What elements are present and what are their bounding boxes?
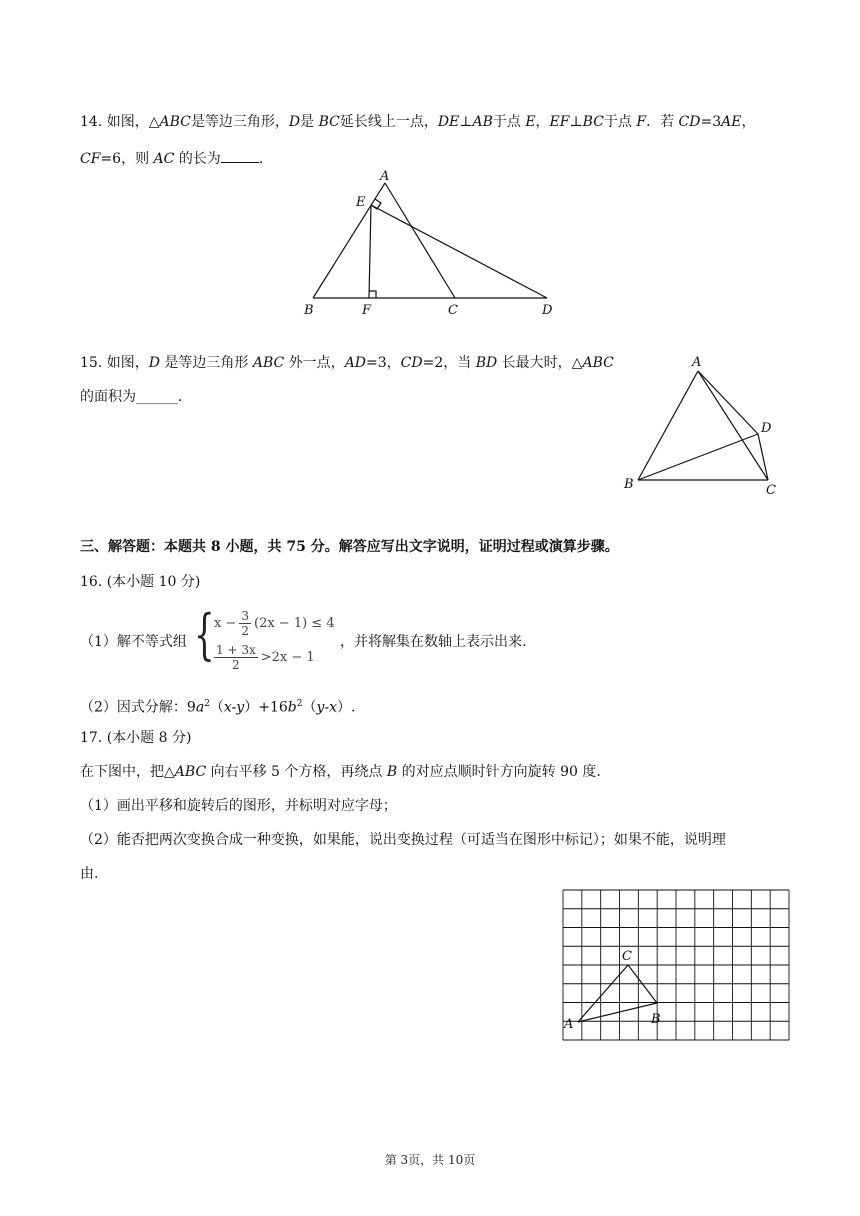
- label-a: A: [380, 169, 390, 184]
- section-title: 三、解答题：本题共 8 小题，共 75 分。解答应写出文字说明，证明过程或演算步骤。: [80, 539, 619, 555]
- segment-ad: [698, 371, 758, 434]
- label-d: D: [761, 421, 772, 436]
- segment-ed: [371, 205, 547, 298]
- q16-part2: （2）因式分解：$9a^2(x-y)+16b^2(y-x)$.: [80, 699, 356, 716]
- q14-line2: CF=6，则 AC 的长为 ．: [80, 148, 273, 169]
- label-d: D: [542, 303, 553, 318]
- segment-ac: [578, 965, 628, 1022]
- label-b: B: [624, 477, 634, 492]
- segment-ac: [698, 371, 768, 480]
- segment-ac: [385, 183, 455, 298]
- label-c: C: [622, 949, 632, 964]
- label-b: B: [651, 1012, 661, 1027]
- brace: {: [194, 603, 215, 666]
- label-a: A: [692, 355, 702, 370]
- q14-line1: 14. 如图，△ABC是等边三角形，D是 BC延长线上一点，DE⊥AB于点 E，EF⊥BC于点 F．若 CD=3AE，: [80, 114, 756, 130]
- q15-line2: 的面积为______．: [80, 389, 192, 405]
- q17-header: 17. (本小题 8 分): [80, 730, 192, 746]
- answer-blank: [221, 148, 259, 163]
- inequality-2: $\frac{1 + 3x}{2}$ >2x − 1: [216, 643, 315, 672]
- q14-figure: [300, 168, 560, 320]
- inequality-1: x − $\frac{3}{2}$ (2x − 1) ≤ 4: [214, 609, 335, 638]
- segment-ef: [369, 205, 371, 298]
- label-c: C: [766, 483, 776, 498]
- q16-part1-suffix: ，并将解集在数轴上表示出来.: [340, 634, 527, 650]
- label-a: A: [564, 1017, 574, 1032]
- segment-ab: [638, 371, 698, 480]
- segment-ab: [578, 1003, 657, 1022]
- q15-figure: [620, 352, 790, 498]
- label-b: B: [304, 303, 314, 318]
- q17-grid-figure: [556, 884, 796, 1046]
- q16-part1-prefix: （1）解不等式组: [80, 634, 187, 650]
- label-c: C: [448, 303, 458, 318]
- label-f: F: [362, 303, 372, 318]
- q17-part2-line2: 由.: [80, 866, 99, 882]
- right-angle-f: [369, 291, 376, 298]
- segment-ba: [313, 183, 385, 298]
- q17-part2-line1: （2）能否把两次变换合成一种变换，如果能，说出变换过程（可适当在图形中标记）；如果不能，说明理: [80, 832, 726, 848]
- q16-header: 16. (本小题 10 分): [80, 574, 201, 590]
- q17-part1: （1）画出平移和旋转后的图形，并标明对应字母；: [80, 798, 397, 814]
- q15-line1: 15. 如图，D 是等边三角形 ABC 外一点，AD=3，CD=2，当 BD 长最大时，△ABC: [80, 355, 614, 371]
- page-footer: 第 3页，共 10页: [384, 1153, 476, 1167]
- q17-intro: 在下图中，把△ABC 向右平移 5 个方格，再绕点 B 的对应点顺时针方向旋转 90 度.: [80, 764, 601, 780]
- segment-bd: [638, 434, 758, 480]
- label-e: E: [356, 195, 366, 210]
